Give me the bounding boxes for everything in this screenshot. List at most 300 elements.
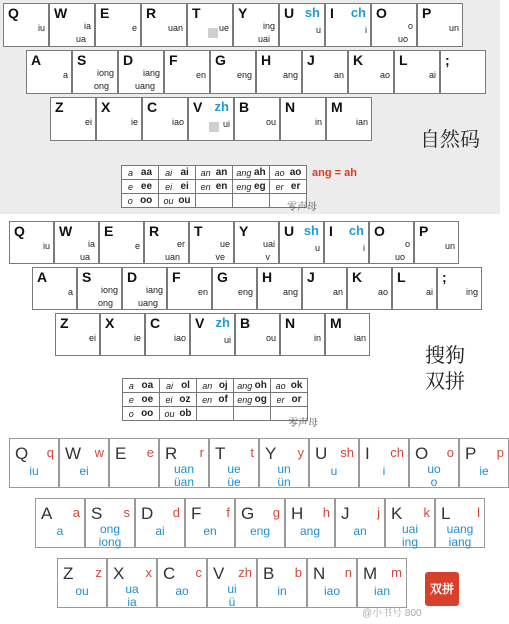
key-letter: J [307, 269, 315, 285]
key-letter: N [313, 564, 326, 583]
key-final: ie [133, 333, 141, 343]
key-initial: n [344, 565, 352, 580]
key-letter: M [331, 99, 343, 115]
key-final: ing [401, 535, 418, 549]
sogou-title-line2: 双拼 [425, 369, 465, 393]
key-o[interactable] [409, 438, 459, 488]
key-k[interactable] [385, 498, 435, 548]
key-g[interactable] [235, 498, 285, 548]
key-final: ing [465, 287, 478, 297]
key-v[interactable] [188, 97, 234, 141]
key-y[interactable] [234, 221, 279, 264]
key-v[interactable] [190, 313, 235, 356]
key-initial: ch [390, 445, 404, 460]
key-n[interactable] [280, 97, 326, 141]
key-n[interactable] [280, 313, 325, 356]
key-final: ai [428, 70, 436, 80]
zero-cell [233, 166, 270, 180]
key-a[interactable] [32, 267, 77, 310]
key-final: uai [262, 239, 275, 249]
key-letter: M [330, 315, 342, 331]
zero-cell [159, 194, 196, 208]
zero-cell [233, 180, 270, 194]
key-semicolon[interactable] [437, 267, 482, 310]
zero-cell [196, 166, 233, 180]
zero-cell [271, 393, 308, 407]
key-final: un [448, 23, 459, 33]
key-k[interactable] [348, 50, 394, 94]
ziranma-panel [0, 0, 500, 214]
gray-mark [209, 122, 219, 132]
key-y[interactable] [259, 438, 309, 488]
key-u[interactable] [279, 3, 325, 47]
key-letter: T [194, 223, 203, 239]
zero-final: en [200, 181, 211, 192]
key-e[interactable] [99, 221, 144, 264]
zero-code: oo [140, 195, 153, 206]
key-l[interactable] [392, 267, 437, 310]
key-final: uan [164, 252, 180, 262]
key-final: iao [323, 584, 340, 598]
key-initial: j [377, 505, 380, 520]
key-g[interactable] [212, 267, 257, 310]
key-b[interactable] [234, 97, 280, 141]
key-final: iu [29, 464, 39, 478]
key-final: uo [394, 252, 405, 262]
zero-cell [197, 379, 234, 393]
key-m[interactable] [325, 313, 370, 356]
key-final: o [430, 475, 438, 489]
zero-code: ok [290, 380, 303, 391]
key-h[interactable] [257, 267, 302, 310]
key-letter: F [191, 504, 202, 523]
key-q[interactable] [3, 3, 49, 47]
zero-code: eg [253, 181, 266, 192]
key-final: ü [228, 595, 236, 609]
key-letter: G [217, 269, 228, 285]
zero-code: oo [141, 408, 154, 419]
zero-code: ee [140, 181, 153, 192]
key-letter: I [365, 444, 370, 463]
key-final: a [62, 70, 68, 80]
key-b[interactable] [257, 558, 307, 608]
key-letter: B [239, 99, 250, 115]
key-final: iang [142, 68, 160, 78]
key-letter: N [285, 315, 296, 331]
zero-final: en [202, 394, 213, 405]
key-c[interactable] [142, 97, 188, 141]
zero-cell [196, 180, 233, 194]
key-letter: E [100, 5, 110, 21]
key-final: iong [100, 285, 118, 295]
key-letter: Y [238, 5, 248, 21]
key-k[interactable] [347, 267, 392, 310]
zero-cell [159, 166, 196, 180]
key-final: iu [42, 241, 50, 251]
key-final: ao [175, 584, 189, 598]
key-letter: S [91, 504, 103, 523]
key-final: uo [397, 34, 408, 44]
key-y[interactable] [233, 3, 279, 47]
zero-final: o [127, 195, 133, 206]
key-final: ue [227, 462, 241, 476]
key-letter: V [213, 564, 225, 583]
key-initial: p [496, 445, 504, 460]
key-d[interactable] [118, 50, 164, 94]
key-s[interactable] [77, 267, 122, 310]
key-final: an [333, 70, 344, 80]
watermark: @小书号 800 [362, 608, 422, 619]
key-s[interactable] [72, 50, 118, 94]
key-final: ui [227, 582, 237, 596]
key-l[interactable] [394, 50, 440, 94]
key-final: iong [96, 68, 114, 78]
zero-code: oj [218, 380, 228, 391]
key-p[interactable] [459, 438, 509, 488]
key-letter: L [441, 504, 451, 523]
zero-code: ob [179, 408, 192, 419]
key-r[interactable] [141, 3, 187, 47]
key-final: en [197, 287, 208, 297]
key-letter: P [419, 223, 429, 239]
zero-final: ei [165, 181, 173, 192]
key-letter: D [141, 504, 154, 523]
key-d[interactable] [122, 267, 167, 310]
zero-code: ai [180, 167, 189, 178]
key-final: ia [127, 595, 137, 609]
key-final: iao [173, 333, 186, 343]
zero-final: a [128, 380, 134, 391]
key-final: uang [446, 522, 474, 536]
key-e[interactable] [109, 438, 159, 488]
zero-final: ai [165, 167, 173, 178]
key-t[interactable] [209, 438, 259, 488]
key-final: ao [379, 70, 390, 80]
zero-code: en [215, 181, 228, 192]
key-final: ue [218, 23, 229, 33]
key-letter: K [352, 269, 363, 285]
key-final: iang [448, 535, 472, 549]
key-final: iong [98, 535, 122, 549]
zero-final: an [200, 167, 211, 178]
key-final: a [67, 287, 73, 297]
key-u[interactable] [309, 438, 359, 488]
key-n[interactable] [307, 558, 357, 608]
key-letter: Q [8, 5, 19, 21]
key-r[interactable] [144, 221, 189, 264]
key-v[interactable] [207, 558, 257, 608]
key-p[interactable] [417, 3, 463, 47]
key-letter: K [391, 504, 403, 523]
zero-code: aa [140, 167, 153, 178]
key-letter: H [291, 504, 304, 523]
key-initial: zh [215, 315, 230, 330]
key-initial: r [199, 445, 204, 460]
key-final: ua [79, 252, 90, 262]
key-letter: P [422, 5, 432, 21]
key-j[interactable] [302, 50, 348, 94]
key-final: ang [282, 287, 298, 297]
key-letter: C [147, 99, 158, 115]
key-f[interactable] [185, 498, 235, 548]
key-letter: ; [442, 269, 447, 285]
key-c[interactable] [145, 313, 190, 356]
key-a[interactable] [35, 498, 85, 548]
key-letter: R [146, 5, 157, 21]
key-letter: S [77, 52, 87, 68]
key-final: o [404, 239, 410, 249]
key-initial: h [322, 505, 330, 520]
key-i[interactable] [324, 221, 369, 264]
zero-code: or [291, 394, 302, 405]
key-semicolon[interactable] [440, 50, 486, 94]
zero-cell [160, 393, 197, 407]
key-f[interactable] [167, 267, 212, 310]
key-letter: Z [63, 564, 74, 583]
key-initial: w [94, 445, 104, 460]
key-initial: t [250, 445, 254, 460]
key-final: ve [215, 252, 225, 262]
key-final: in [313, 333, 321, 343]
sogou-zero-caption: 零声母 [288, 418, 318, 429]
key-final: eng [249, 524, 271, 538]
key-i[interactable] [359, 438, 409, 488]
zero-code: of [218, 394, 228, 405]
key-final: e [134, 241, 140, 251]
key-letter: E [104, 223, 114, 239]
key-final: in [314, 117, 322, 127]
key-w[interactable] [54, 221, 99, 264]
key-x[interactable] [107, 558, 157, 608]
key-final: un [444, 241, 455, 251]
key-final: üe [227, 475, 241, 489]
zero-cell [123, 379, 160, 393]
key-w[interactable] [59, 438, 109, 488]
zero-cell [270, 180, 307, 194]
key-f[interactable] [164, 50, 210, 94]
key-letter: Y [239, 223, 249, 239]
zero-code: ei [180, 181, 189, 192]
key-letter: B [263, 564, 275, 583]
zero-cell [159, 180, 196, 194]
key-final: ong [99, 522, 121, 536]
zero-code: ah [253, 167, 266, 178]
zero-final: ang [237, 380, 253, 391]
key-initial: s [123, 505, 130, 520]
key-q[interactable] [9, 221, 54, 264]
key-final: an [353, 524, 367, 538]
key-j[interactable] [302, 267, 347, 310]
key-final: i [363, 243, 365, 253]
key-letter: Z [60, 315, 69, 331]
key-z[interactable] [57, 558, 107, 608]
key-final: ia [87, 239, 95, 249]
key-initial: m [391, 565, 402, 580]
zero-empty-cell [196, 194, 233, 208]
key-final: ue [219, 239, 230, 249]
key-x[interactable] [96, 97, 142, 141]
zero-final: ou [164, 408, 175, 419]
key-z[interactable] [50, 97, 96, 141]
key-initial: sh [340, 445, 354, 460]
zero-cell [123, 407, 160, 421]
key-p[interactable] [414, 221, 459, 264]
key-i[interactable] [325, 3, 371, 47]
key-letter: A [31, 52, 42, 68]
ziranma-note: ang = ah [312, 167, 357, 179]
key-final: ian [353, 333, 366, 343]
key-h[interactable] [256, 50, 302, 94]
zero-cell [271, 379, 308, 393]
key-initial: c [195, 565, 202, 580]
key-final: un [277, 462, 291, 476]
key-d[interactable] [135, 498, 185, 548]
sogou-title [425, 342, 465, 394]
key-e[interactable] [95, 3, 141, 47]
zero-final: er [275, 181, 284, 192]
key-final: u [314, 243, 320, 253]
key-initial: zh [214, 99, 229, 114]
key-letter: E [115, 444, 127, 463]
key-final: an [332, 287, 343, 297]
key-w[interactable] [49, 3, 95, 47]
key-letter: D [127, 269, 138, 285]
key-final: uan [173, 462, 195, 476]
key-final: ua [75, 34, 86, 44]
key-z[interactable] [55, 313, 100, 356]
key-final: ou [265, 117, 276, 127]
key-letter: A [41, 504, 53, 523]
sogou-title-line1: 搜狗 [425, 343, 465, 367]
zero-final: ao [274, 167, 285, 178]
key-letter: U [284, 5, 295, 21]
key-s[interactable] [85, 498, 135, 548]
key-final: ian [373, 584, 390, 598]
key-q[interactable] [9, 438, 59, 488]
key-m[interactable] [326, 97, 372, 141]
zero-cell [122, 194, 159, 208]
key-letter: V [193, 99, 203, 115]
key-l[interactable] [435, 498, 485, 548]
key-initial: z [95, 565, 102, 580]
zero-cell [197, 393, 234, 407]
key-letter: J [341, 504, 350, 523]
key-final: ang [282, 70, 298, 80]
zero-final: an [202, 380, 213, 391]
zero-final: ao [275, 380, 286, 391]
key-final: ao [377, 287, 388, 297]
key-letter: M [363, 564, 378, 583]
key-final: uang [134, 81, 155, 91]
key-final: eng [236, 70, 252, 80]
key-letter: O [376, 5, 387, 21]
key-final: uai [401, 522, 418, 536]
key-initial: a [72, 505, 80, 520]
key-a[interactable] [26, 50, 72, 94]
zero-final: e [128, 394, 134, 405]
key-letter: G [241, 504, 255, 523]
key-final: e [131, 23, 137, 33]
key-initial: ch [348, 223, 364, 238]
key-final: en [195, 70, 206, 80]
key-initial: zh [238, 565, 252, 580]
key-final: iao [171, 117, 184, 127]
key-final: ua [125, 582, 139, 596]
key-letter: R [165, 444, 178, 463]
key-final: ai [155, 524, 165, 538]
zero-cell [234, 393, 271, 407]
key-final: üan [173, 475, 195, 489]
key-final: ian [355, 117, 368, 127]
zero-empty-cell [234, 407, 271, 421]
key-letter: F [172, 269, 181, 285]
zero-final: ai [166, 380, 174, 391]
key-final: en [203, 524, 217, 538]
key-letter: X [105, 315, 115, 331]
key-final: u [315, 25, 321, 35]
key-initial: sh [304, 5, 320, 20]
zero-cell [123, 393, 160, 407]
key-letter: C [163, 564, 176, 583]
key-r[interactable] [159, 438, 209, 488]
key-o[interactable] [369, 221, 414, 264]
zero-final: er [276, 394, 285, 405]
key-t[interactable] [187, 3, 233, 47]
key-x[interactable] [100, 313, 145, 356]
ziranma-title: 自然码 [420, 127, 480, 151]
key-letter: U [315, 444, 328, 463]
key-letter: ; [445, 52, 450, 68]
key-letter: X [101, 99, 111, 115]
key-letter: X [113, 564, 125, 583]
key-final: uai [257, 34, 270, 44]
key-letter: V [195, 315, 205, 331]
key-initial: ch [350, 5, 366, 20]
key-initial: x [145, 565, 152, 580]
key-b[interactable] [235, 313, 280, 356]
key-initial: b [294, 565, 302, 580]
key-letter: F [169, 52, 178, 68]
key-final: ie [479, 464, 489, 478]
key-letter: U [284, 223, 295, 239]
key-t[interactable] [189, 221, 234, 264]
key-letter: J [307, 52, 315, 68]
key-o[interactable] [371, 3, 417, 47]
key-g[interactable] [210, 50, 256, 94]
zero-code: ou [178, 195, 191, 206]
key-final: uan [167, 23, 183, 33]
key-initial: f [226, 505, 230, 520]
zero-final: eng [237, 394, 253, 405]
key-final: ia [83, 21, 91, 31]
key-h[interactable] [285, 498, 335, 548]
key-letter: Y [265, 444, 277, 463]
key-letter: G [215, 52, 226, 68]
zero-code: oa [141, 380, 154, 391]
key-initial: k [423, 505, 430, 520]
key-u[interactable] [279, 221, 324, 264]
key-letter: C [150, 315, 161, 331]
key-m[interactable] [357, 558, 407, 608]
key-initial: o [446, 445, 454, 460]
zero-final: ei [165, 394, 173, 405]
key-c[interactable] [157, 558, 207, 608]
zero-cell [270, 166, 307, 180]
key-final: uang [137, 298, 158, 308]
sogou-panel [0, 214, 500, 434]
zero-code: oe [141, 394, 154, 405]
key-j[interactable] [335, 498, 385, 548]
